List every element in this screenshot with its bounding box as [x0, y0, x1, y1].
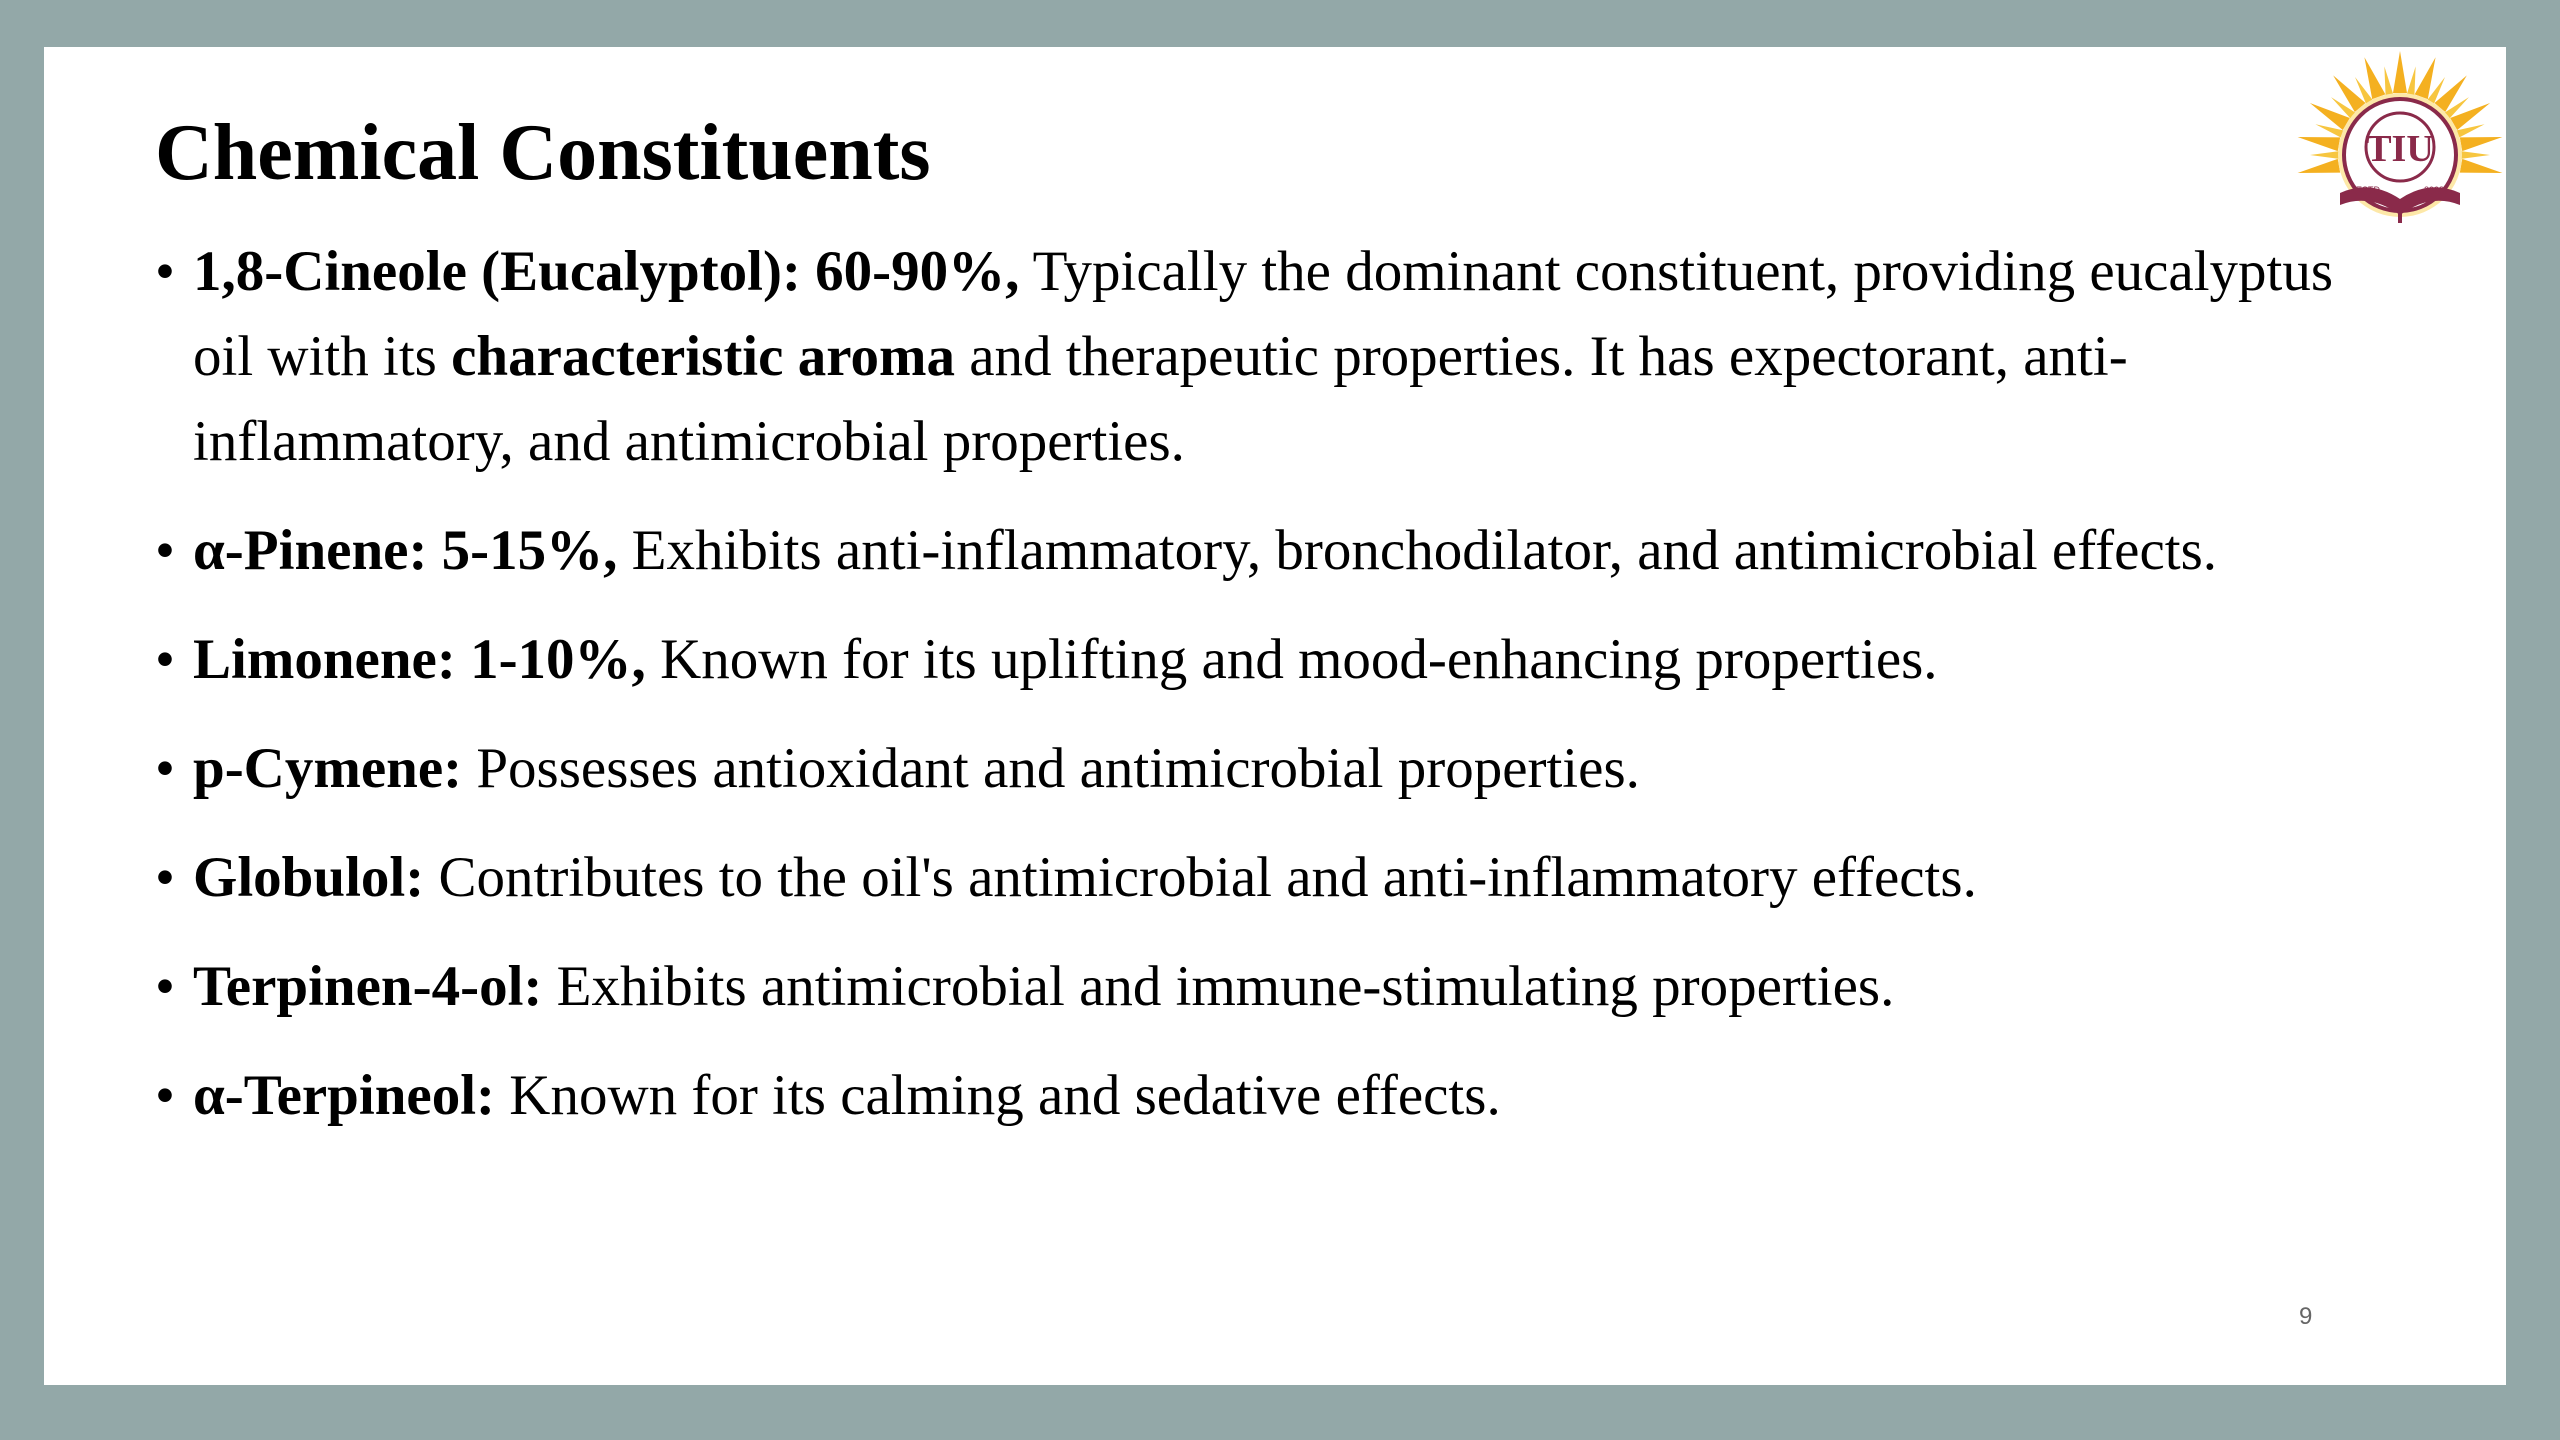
page-number: 9	[2299, 1303, 2313, 1330]
constituents-list	[155, 229, 2385, 1162]
item-text: Contributes to the oil's antimicrobial and anti-inflammatory effects.	[424, 846, 1977, 909]
item-text: Known for its uplifting and mood-enhancing properties.	[645, 628, 1938, 691]
item-lead: 1,8-Cineole (Eucalyptol): 60-90%,	[193, 240, 1020, 303]
list-item	[155, 1053, 2385, 1138]
list-item	[155, 944, 2385, 1029]
list-item	[155, 726, 2385, 811]
item-text: Typically the dominant constituent, providing eucalyptus oil with its	[193, 240, 2334, 388]
item-emphasis: characteristic aroma	[451, 325, 955, 388]
list-item	[155, 229, 2385, 484]
item-lead: Limonene: 1-10%,	[193, 628, 646, 691]
slide	[44, 47, 2506, 1385]
item-lead: α-Terpineol:	[193, 1064, 496, 1127]
item-text: Known for its calming and sedative effects.	[495, 1064, 1501, 1127]
list-item	[155, 835, 2385, 920]
logo-initials: TIU	[2366, 128, 2434, 170]
item-lead: α-Pinene: 5-15%,	[193, 519, 618, 582]
item-text: and therapeutic properties. It has expectorant, anti-inflammatory, and antimicrobial properties.	[193, 325, 2128, 473]
item-lead: p-Cymene:	[193, 737, 463, 800]
slide-title: Chemical Constituents	[155, 109, 931, 197]
list-item	[155, 508, 2385, 593]
item-lead: Terpinen-4-ol:	[193, 955, 543, 1018]
item-text: Exhibits antimicrobial and immune-stimulating properties.	[542, 955, 1895, 1018]
item-text: Exhibits anti-inflammatory, bronchodilator, and antimicrobial effects.	[617, 519, 2218, 582]
list-item	[155, 617, 2385, 702]
item-lead: Globulol:	[193, 846, 425, 909]
item-text: Possesses antioxidant and antimicrobial properties.	[462, 737, 1640, 800]
